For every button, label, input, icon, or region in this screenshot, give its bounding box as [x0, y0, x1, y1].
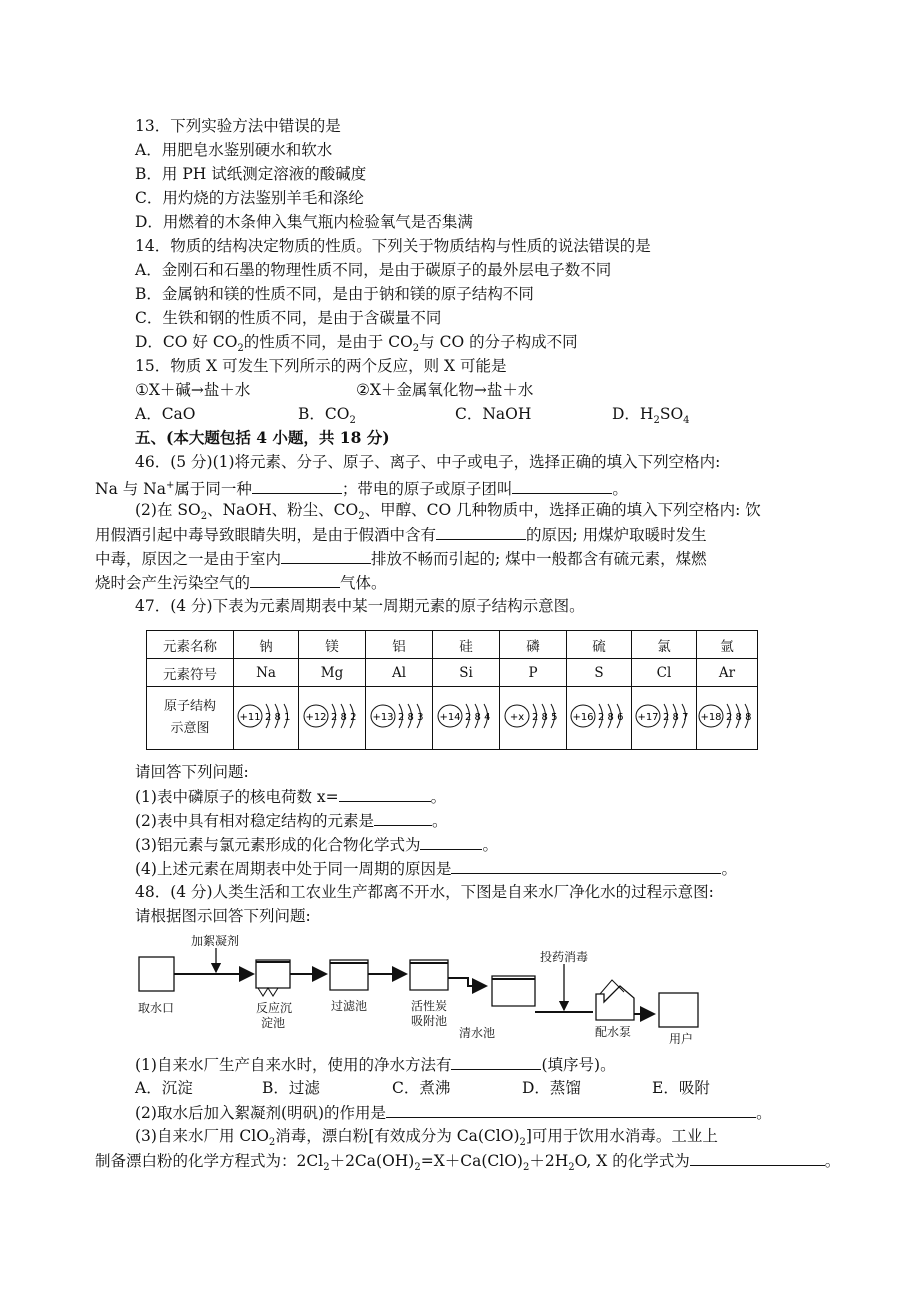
atom-diagram [366, 687, 433, 750]
electron-counts: 2 8 7 [663, 712, 689, 723]
q46-line-1: 46．(5 分)(1)将元素、分子、原子、离子、中子或电子，选择正确的填入下列空格内: [135, 453, 721, 471]
q48-sub-3-line-2: 制备漂白粉的化学方程式为：$2Cl_2+2Ca(OH)_2=X+Ca(ClO)_2+2H_2O$, X 的化学式为 。 [95, 1148, 840, 1180]
nucleus-charge: +12 [305, 712, 327, 723]
electron-counts: 2 8 4 [465, 712, 491, 723]
q46-line-2: Na 与 Na+属于同一种 ；带电的原子或原子团叫 。 [95, 474, 628, 501]
q48-opt-a: A．沉淀 [135, 1079, 193, 1097]
carbon-label-1: 活性炭 [411, 999, 448, 1013]
pump-shape [596, 986, 634, 1020]
atom-diagram [433, 687, 500, 750]
q14-stem: 14．物质的结构决定物质的性质。下列关于物质结构与性质的说法错误的是 [135, 237, 651, 255]
atom-diagram [500, 687, 567, 750]
atom-diagram [299, 687, 366, 750]
q47-sub-2: (2)表中具有相对稳定结构的元素是 。 [135, 808, 447, 833]
element-symbol: S [567, 659, 632, 687]
intake-box [139, 957, 174, 991]
q48-sub-2: (2)取水后加入絮凝剂(明矾)的作用是 。 [135, 1100, 772, 1125]
user-label: 用户 [669, 1032, 694, 1046]
atom-icon [302, 696, 362, 736]
atom-icon [634, 696, 694, 736]
answer-blank[interactable] [436, 522, 526, 540]
q48-line-1: 48．(4 分)人类生活和工农业生产都离不开水，下图是自来水厂净化水的过程示意图: [135, 883, 714, 901]
atom-diagram [632, 687, 697, 750]
element-name: 氩 [697, 631, 758, 659]
atomic-structure-table [146, 630, 758, 750]
nucleus-charge: +11 [239, 712, 261, 723]
answer-blank[interactable] [339, 784, 431, 802]
reaction-tank [256, 960, 290, 988]
q14-option-a: A．金刚石和石墨的物理性质不同，是由于碳原子的最外层电子数不同 [135, 261, 612, 279]
q15-reaction-2: ②X＋金属氧化物→盐＋水 [356, 381, 534, 399]
q48-sub-1: (1)自来水厂生产自来水时，使用的净水方法有 (填序号)。 [135, 1052, 616, 1077]
q14-option-b: B．金属钠和镁的性质不同，是由于钠和镁的原子结构不同 [135, 285, 534, 303]
q48-opt-e: E．吸附 [652, 1079, 710, 1097]
answer-blank[interactable] [420, 832, 482, 850]
answer-blank[interactable] [451, 856, 721, 874]
q48-sub-3-line-1: (3)自来水厂用 ClO$_2$消毒，漂白粉[有效成分为 $Ca(ClO)_2$]可用于饮用水消毒。工业上 [135, 1127, 718, 1149]
intake-label: 取水口 [138, 1001, 175, 1015]
element-name: 硅 [433, 631, 500, 659]
disinfect-label: 投药消毒 [540, 950, 589, 964]
answer-blank[interactable] [252, 476, 342, 494]
atom-diagram [567, 687, 632, 750]
electron-counts: 2 8 8 [726, 712, 752, 723]
filter-label: 过滤池 [331, 999, 368, 1013]
header-atomic-structure: 原子结构 示意图 [147, 687, 234, 750]
q15-option-c: C．NaOH [455, 405, 532, 423]
nucleus-charge: +x [509, 712, 525, 723]
atom-icon [503, 696, 563, 736]
user-box [659, 993, 698, 1027]
element-name: 硫 [567, 631, 632, 659]
element-name: 磷 [500, 631, 567, 659]
q15-reaction-1: ①X＋碱→盐＋水 [135, 381, 251, 399]
element-name: 镁 [299, 631, 366, 659]
q48-opt-b: B．过滤 [262, 1079, 320, 1097]
q13-option-d: D．用燃着的木条伸入集气瓶内检验氧气是否集满 [135, 213, 473, 231]
q46-line-6: 烧时会产生污染空气的 气体。 [95, 570, 387, 595]
q47-title: 47．(4 分)下表为元素周期表中某一周期元素的原子结构示意图。 [135, 597, 585, 615]
q14-option-c: C．生铁和钢的性质不同，是由于含碳量不同 [135, 309, 442, 327]
section-heading: 五、(本大题包括 4 小题，共 18 分) [135, 428, 390, 447]
q13-stem: 13．下列实验方法中错误的是 [135, 117, 341, 135]
element-symbol: P [500, 659, 567, 687]
q13-option-a: A．用肥皂水鉴别硬水和软水 [135, 141, 333, 159]
q15-stem: 15．物质 X 可发生下列所示的两个反应，则 X 可能是 [135, 357, 507, 375]
answer-blank[interactable] [281, 546, 371, 564]
electron-counts: 2 8 1 [265, 712, 291, 723]
element-symbol: Mg [299, 659, 366, 687]
q13-option-b: B．用 PH 试纸测定溶液的酸碱度 [135, 165, 367, 183]
nucleus-charge: +14 [439, 712, 461, 723]
reaction-label-2: 淀池 [261, 1016, 286, 1030]
carbon-tank [410, 960, 448, 990]
q46-line-3: (2)在 $SO_2$、NaOH、粉尘、$CO_2$、甲醇、CO 几种物质中，选择正确的填入下列空格内: 饮 [135, 501, 761, 523]
electron-counts: 2 8 3 [398, 712, 424, 723]
carbon-label-2: 吸附池 [411, 1014, 448, 1028]
element-symbol: Ar [697, 659, 758, 687]
q14-option-d: D．CO 好 $CO_2$的性质不同，是由于 $CO_2$与 CO 的分子构成不同 [135, 333, 578, 355]
answer-blank[interactable] [374, 808, 432, 826]
clear-water-tank [492, 976, 535, 1006]
atom-icon [436, 696, 496, 736]
atom-diagram [234, 687, 299, 750]
q15-option-a: A．CaO [135, 405, 196, 423]
nucleus-charge: +18 [700, 712, 722, 723]
q48-line-2: 请根据图示回答下列问题: [135, 907, 311, 925]
nucleus-charge: +13 [372, 712, 394, 723]
electron-counts: 2 8 2 [331, 712, 357, 723]
atom-icon [369, 696, 429, 736]
element-name: 氯 [632, 631, 697, 659]
atom-icon [569, 696, 629, 736]
filter-tank [330, 960, 368, 990]
q15-option-d: D．$H_2SO_4$ [612, 405, 690, 427]
atom-icon [236, 696, 296, 736]
q47-ask: 请回答下列问题: [135, 763, 249, 781]
q46-line-4: 用假酒引起中毒导致眼睛失明，是由于假酒中含有 的原因; 用煤炉取暖时发生 [95, 522, 707, 547]
nucleus-charge: +17 [637, 712, 659, 723]
q48-opt-d: D．蒸馏 [522, 1079, 581, 1097]
q47-sub-1: (1)表中磷原子的核电荷数 x= 。 [135, 784, 446, 809]
element-name: 铝 [366, 631, 433, 659]
coagulant-label: 加絮凝剂 [191, 934, 240, 948]
water-treatment-flow-diagram [130, 930, 710, 1070]
answer-blank[interactable] [250, 570, 340, 588]
atom-icon [697, 696, 757, 736]
answer-blank[interactable] [690, 1148, 825, 1166]
clear-tank-label: 清水池 [459, 1026, 496, 1040]
element-symbol: Al [366, 659, 433, 687]
answer-blank[interactable] [512, 476, 612, 494]
q47-sub-3: (3)铝元素与氯元素形成的化合物化学式为 。 [135, 832, 498, 857]
q13-option-c: C．用灼烧的方法鉴别羊毛和涤纶 [135, 189, 364, 207]
q48-opt-c: C．煮沸 [392, 1079, 451, 1097]
q46-line-5: 中毒，原因之一是由于室内 排放不畅而引起的; 煤中一般都含有硫元素，煤燃 [95, 546, 707, 571]
electron-counts: 2 8 5 [532, 712, 558, 723]
element-symbol: Si [433, 659, 500, 687]
q47-sub-4: (4)上述元素在周期表中处于同一周期的原因是 。 [135, 856, 737, 881]
atom-diagram [697, 687, 758, 750]
element-name: 钠 [234, 631, 299, 659]
nucleus-charge: +16 [572, 712, 594, 723]
element-symbol: Na [234, 659, 299, 687]
pump-label: 配水泵 [595, 1025, 632, 1039]
answer-blank[interactable] [386, 1100, 756, 1118]
header-element-name: 元素名称 [147, 631, 234, 659]
answer-blank[interactable] [451, 1052, 541, 1070]
reaction-label-1: 反应沉 [256, 1001, 293, 1015]
q15-option-b: B．$CO_2$ [298, 405, 356, 427]
electron-counts: 2 8 6 [598, 712, 624, 723]
header-element-symbol: 元素符号 [147, 659, 234, 687]
element-symbol: Cl [632, 659, 697, 687]
